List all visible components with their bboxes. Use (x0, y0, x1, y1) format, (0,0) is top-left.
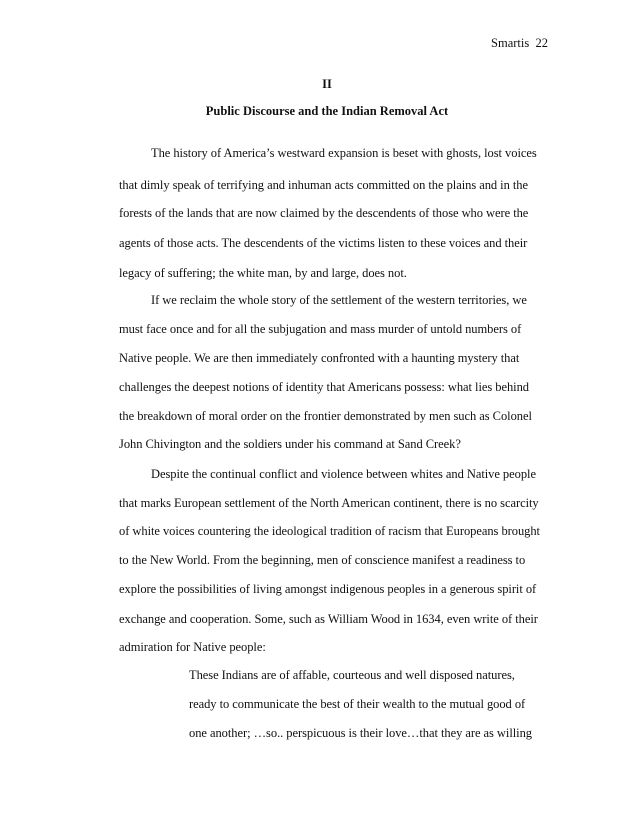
body-line: forests of the lands that are now claimed by the descendents of those who were the (119, 206, 529, 220)
body-line: John Chivington and the soldiers under his command at Sand Creek? (119, 437, 461, 451)
body-line: must face once and for all the subjugation and mass murder of untold numbers of (119, 322, 522, 336)
body-line: admiration for Native people: (119, 640, 266, 654)
body-line: exchange and cooperation. Some, such as William Wood in 1634, even write of their (119, 612, 538, 626)
body-line: that marks European settlement of the North American continent, there is no scarcity (119, 496, 539, 510)
body-line: agents of those acts. The descendents of the victims listen to these voices and their (119, 236, 528, 250)
body-line: The history of America’s westward expansion is beset with ghosts, lost voices (151, 146, 537, 160)
body-line: explore the possibilities of living amongst indigenous peoples in a generous spirit of (119, 582, 537, 596)
chapter-title: Public Discourse and the Indian Removal Act (205, 104, 449, 118)
body-line: of white voices countering the ideological tradition of racism that Europeans brought (119, 524, 540, 538)
quote-line: ready to communicate the best of their wealth to the mutual good of (189, 697, 526, 711)
body-line: to the New World. From the beginning, men of conscience manifest a readiness to (119, 553, 526, 567)
running-head: Smartis 22 (491, 36, 548, 50)
body-line: that dimly speak of terrifying and inhuman acts committed on the plains and in the (119, 178, 528, 192)
body-line: If we reclaim the whole story of the settlement of the western territories, we (151, 293, 527, 307)
quote-line: These Indians are of affable, courteous and well disposed natures, (189, 668, 515, 682)
body-line: challenges the deepest notions of identity that Americans possess: what lies behind (119, 380, 529, 394)
chapter-number: II (322, 77, 332, 91)
body-line: Despite the continual conflict and violence between whites and Native people (151, 467, 536, 481)
body-line: the breakdown of moral order on the frontier demonstrated by men such as Colonel (119, 409, 532, 423)
quote-line: one another; …so.. perspicuous is their love…that they are as willing (189, 726, 532, 740)
body-line: legacy of suffering; the white man, by and large, does not. (119, 266, 407, 280)
body-line: Native people. We are then immediately confronted with a haunting mystery that (119, 351, 520, 365)
